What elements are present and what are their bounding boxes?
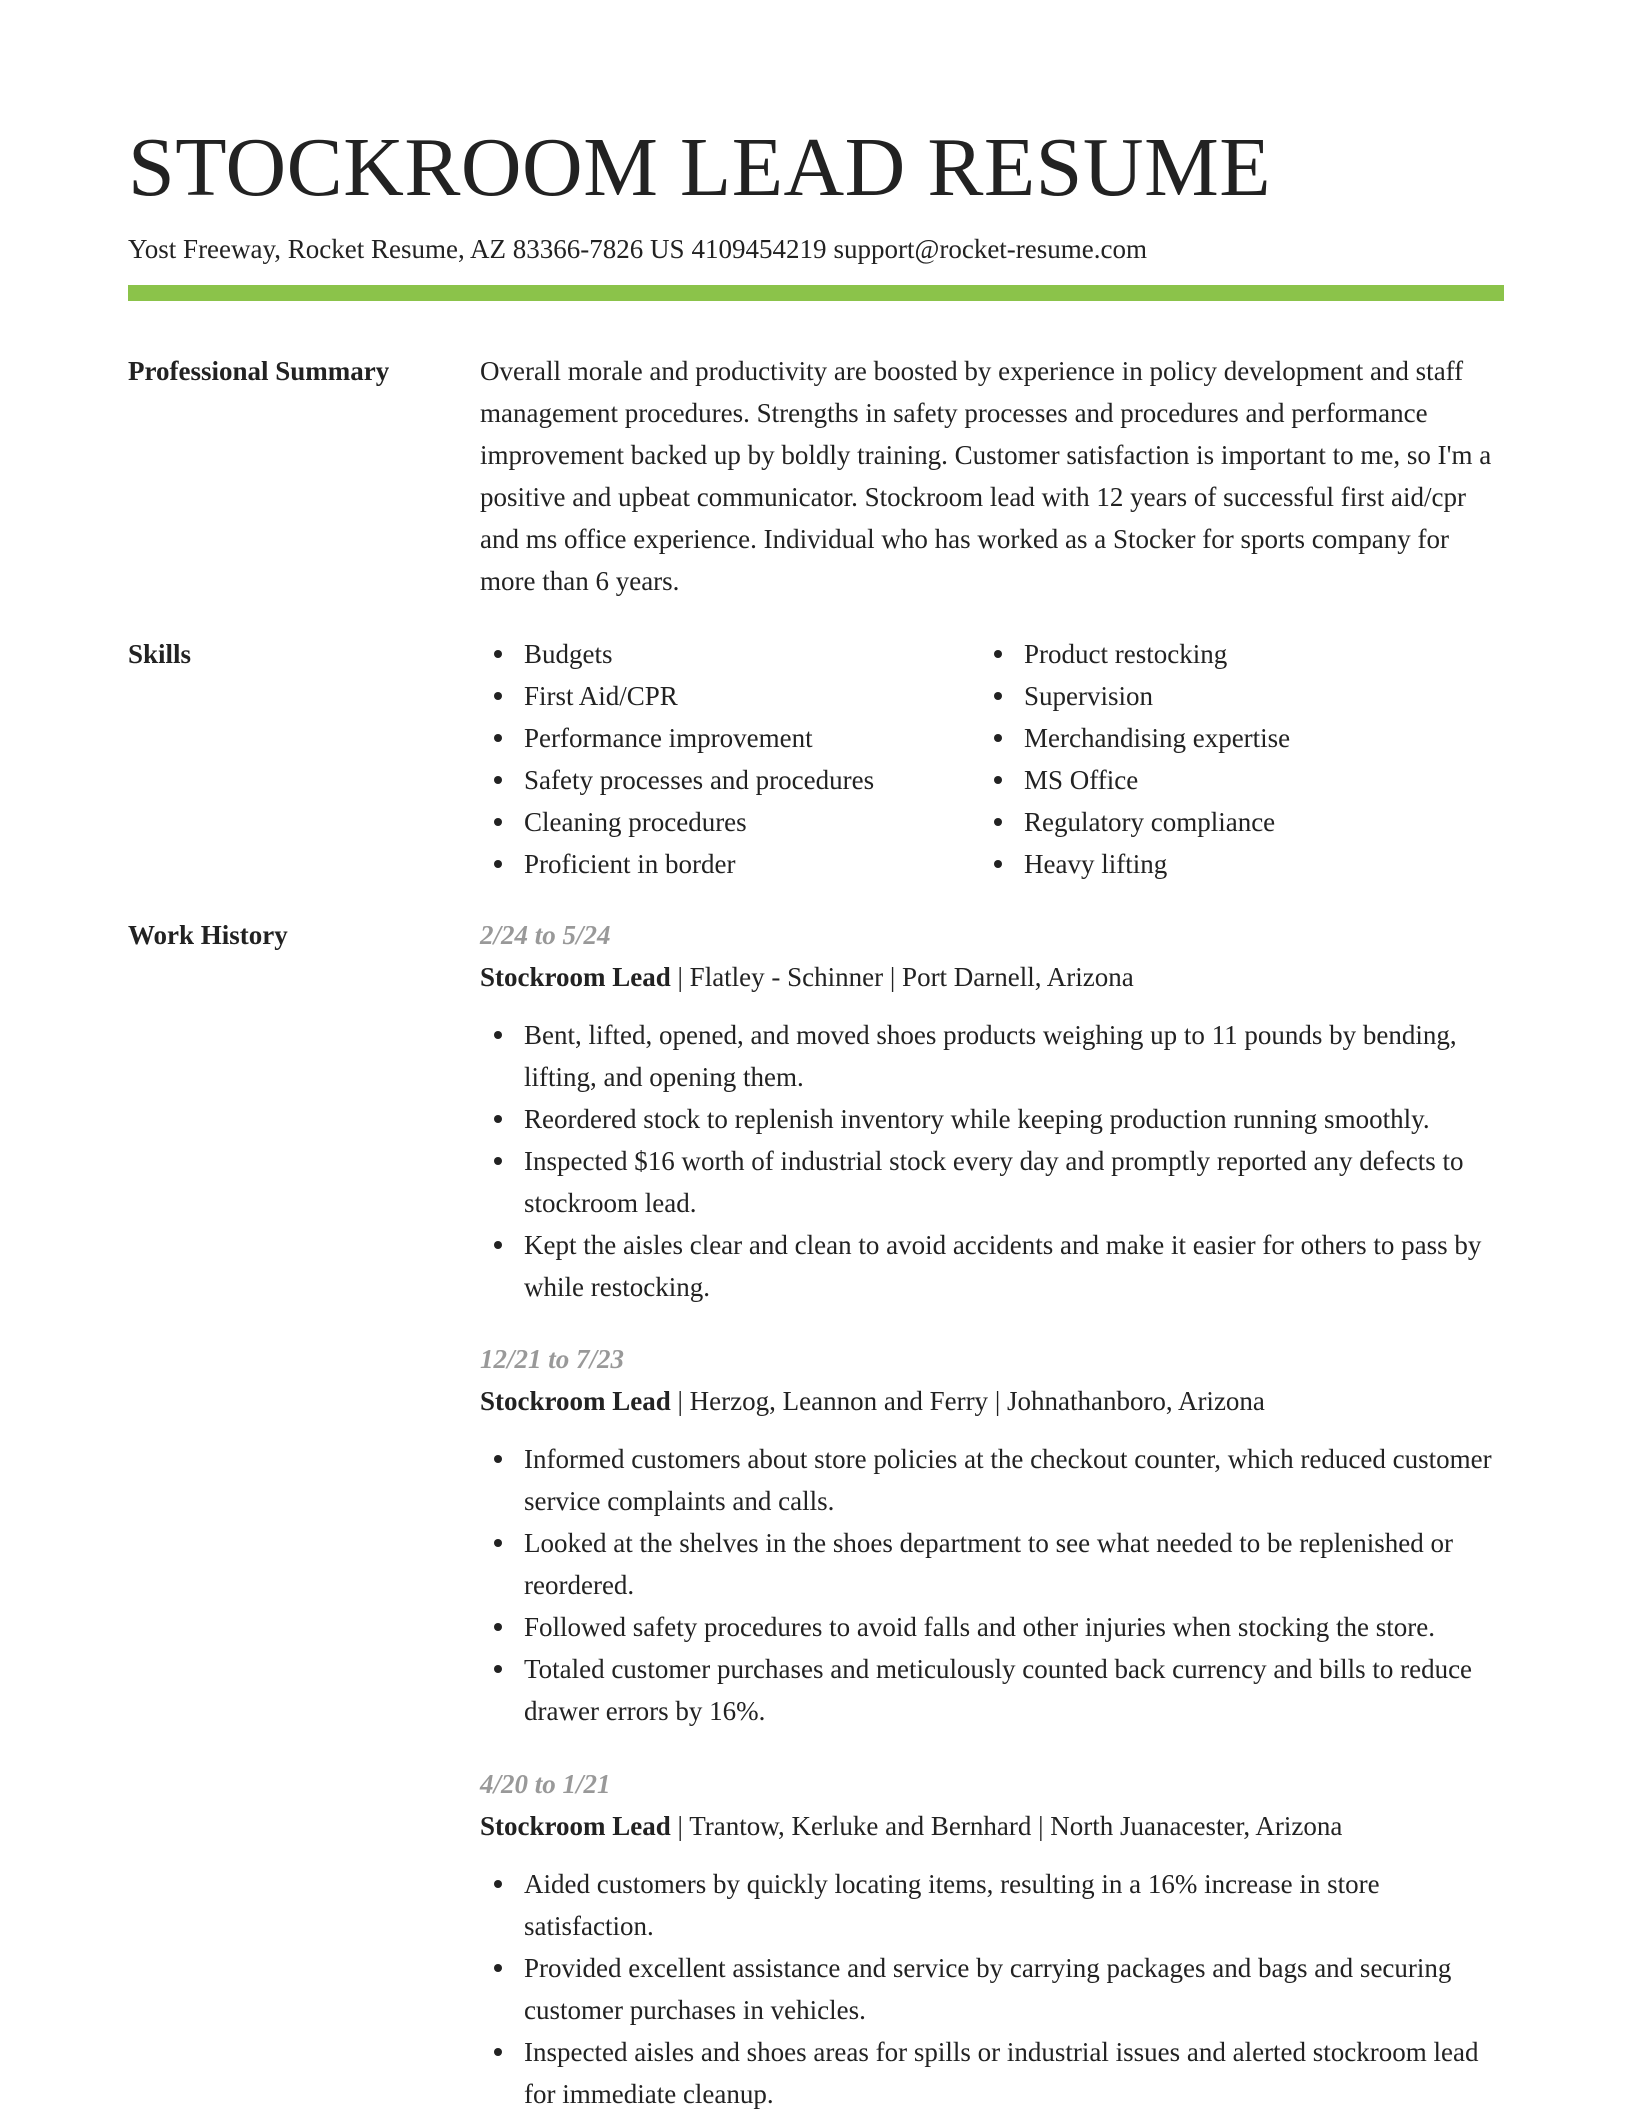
job-location: North Juanacester, Arizona [1050,1811,1343,1841]
separator: | [677,1386,683,1416]
job-heading-line [480,956,1504,998]
job-duties-list [480,1438,1504,1732]
summary-heading: Professional Summary [128,356,390,386]
job-title: Stockroom Lead [480,1811,671,1841]
skills-heading: Skills [128,639,192,669]
separator: | [889,962,896,992]
contact-address: Yost Freeway, Rocket Resume, AZ 83366-7826 US [128,234,685,264]
skills-column-right [980,633,1290,885]
skill-item: Safety processes and procedures [480,759,874,801]
job-entry [480,1763,1504,2115]
duty-item: Followed safety procedures to avoid falls and other injuries when stocking the store. [480,1606,1504,1648]
contact-line [128,229,1147,269]
job-location: Johnathanboro, Arizona [1006,1386,1265,1416]
skill-item: MS Office [980,759,1290,801]
job-company: Trantow, Kerluke and Bernhard [689,1811,1032,1841]
job-title: Stockroom Lead [480,1386,671,1416]
job-dates: 4/20 to 1/21 [480,1769,611,1799]
separator: | [1038,1811,1044,1841]
duty-item: Aided customers by quickly locating items, resulting in a 16% increase in store satisfaction. [480,1863,1504,1947]
summary-body [480,350,1504,602]
skill-item: Cleaning procedures [480,801,874,843]
job-heading-line [480,1805,1504,1847]
job-title: Stockroom Lead [480,962,671,992]
summary-text: Overall morale and productivity are boosted by experience in policy development and staff management procedures. Strengths in safety processes and procedures and performance improvement backed up by boldly training. Customer satisfaction is important to me, so I'm a positive and upbeat communicator. Stockroom lead with 12 years of successful first aid/cpr and ms office experience. Individual who has worked as a Stocker for sports company for more than 6 years. [480,356,1492,596]
skill-item: Performance improvement [480,717,874,759]
skill-item: Regulatory compliance [980,801,1290,843]
duty-item: Provided excellent assistance and service by carrying packages and bags and securing customer purchases in vehicles. [480,1947,1504,2031]
duty-item: Kept the aisles clear and clean to avoid accidents and make it easier for others to pass by while restocking. [480,1224,1504,1308]
skill-item: Heavy lifting [980,843,1290,885]
contact-email: support@rocket-resume.com [833,234,1148,264]
resume-title: STOCKROOM LEAD RESUME [128,121,1272,214]
skill-item: Supervision [980,675,1290,717]
job-company: Flatley - Schinner [689,962,884,992]
separator: | [994,1386,1001,1416]
job-entry [480,914,1504,1308]
header-divider [128,285,1504,301]
duty-item: Reordered stock to replenish inventory while keeping production running smoothly. [480,1098,1504,1140]
skill-item: Product restocking [980,633,1290,675]
duty-item: Bent, lifted, opened, and moved shoes products weighing up to 11 pounds by bending, lifting, and opening them. [480,1014,1504,1098]
duty-item: Inspected $16 worth of industrial stock every day and promptly reported any defects to stockroom lead. [480,1140,1504,1224]
skill-item: Merchandising expertise [980,717,1290,759]
job-location: Port Darnell, Arizona [902,962,1134,992]
job-duties-list [480,1863,1504,2115]
job-heading-line [480,1380,1504,1422]
skill-item: Proficient in border [480,843,874,885]
job-dates: 12/21 to 7/23 [480,1344,625,1374]
duty-item: Totaled customer purchases and meticulously counted back currency and bills to reduce drawer errors by 16%. [480,1648,1504,1732]
duty-item: Informed customers about store policies at the checkout counter, which reduced customer service complaints and calls. [480,1438,1504,1522]
skills-column-left [480,633,874,885]
job-duties-list [480,1014,1504,1308]
skill-item: First Aid/CPR [480,675,874,717]
job-entry [480,1338,1504,1732]
work-history-heading: Work History [128,920,288,950]
contact-phone: 4109454219 [691,234,827,264]
separator: | [677,1811,683,1841]
duty-item: Inspected aisles and shoes areas for spills or industrial issues and alerted stockroom lead for immediate cleanup. [480,2031,1504,2115]
job-company: Herzog, Leannon and Ferry [689,1386,989,1416]
separator: | [677,962,683,992]
duty-item: Looked at the shelves in the shoes department to see what needed to be replenished or reordered. [480,1522,1504,1606]
job-dates: 2/24 to 5/24 [480,920,611,950]
skill-item: Budgets [480,633,874,675]
